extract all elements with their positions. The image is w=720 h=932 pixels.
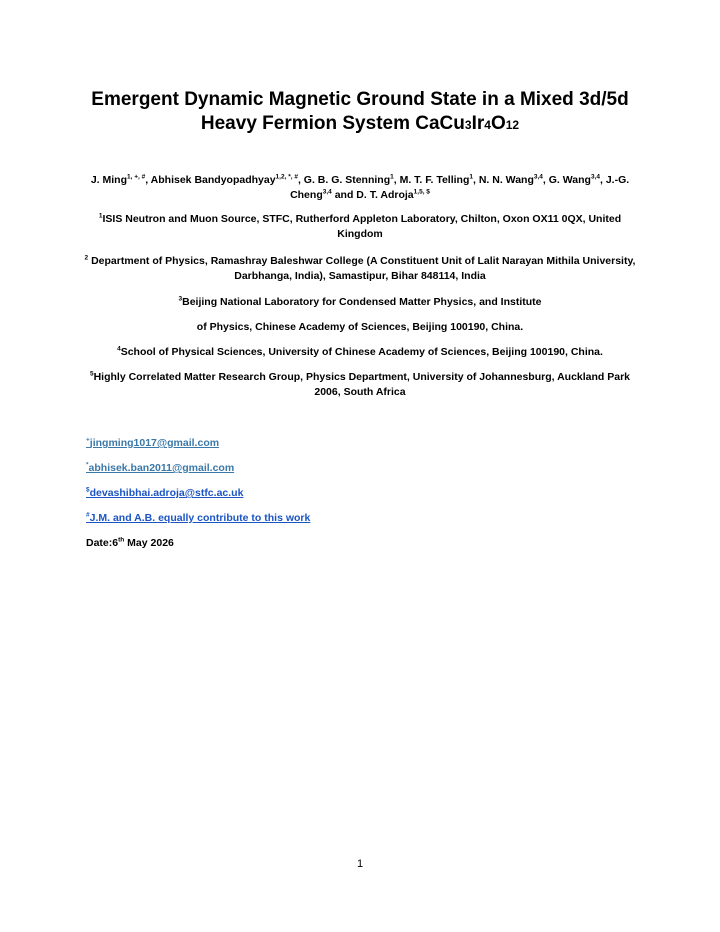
affiliation-text: Beijing National Laboratory for Condensed Matter Physics, and Institute bbox=[182, 296, 542, 308]
affiliation-text: School of Physical Sciences, University of Chinese Academy of Sciences, Beijing 100190, China. bbox=[120, 346, 603, 358]
title-subscript: 3 bbox=[464, 118, 472, 132]
contact-text: jingming1017@gmail.com bbox=[89, 437, 220, 449]
equal-contribution-link[interactable] bbox=[86, 512, 310, 524]
contact-mark: $ bbox=[86, 486, 90, 494]
title-line-2 bbox=[60, 112, 660, 137]
date-label: Date: bbox=[86, 537, 113, 549]
affiliation-mark: 1 bbox=[98, 212, 103, 220]
author-name: J. Ming bbox=[90, 174, 127, 186]
contact-mark: * bbox=[86, 461, 89, 469]
affiliation-text: Department of Physics, Ramashray Baleshwar College (A Constituent Unit of Lalit Narayan Mithila University, Darbhanga, India), Samastipur, Bihar 848114, India bbox=[88, 255, 636, 282]
author-affiliation-mark: 1,2, *, # bbox=[275, 173, 298, 181]
author-name: , N. N. Wang bbox=[473, 174, 534, 186]
affiliation-text: Highly Correlated Matter Research Group, Physics Department, University of Johannesburg, Auckland Park 2006, South Africa bbox=[93, 371, 631, 398]
date-day-suffix: th bbox=[118, 536, 125, 544]
contact-text: devashibhai.adroja@stfc.ac.uk bbox=[89, 487, 244, 499]
contact-item bbox=[86, 461, 310, 486]
affiliation-4 bbox=[70, 345, 650, 360]
author-affiliation-mark: 1 bbox=[469, 173, 474, 181]
title-formula-part: O bbox=[490, 113, 506, 134]
contact-item bbox=[86, 486, 310, 511]
affiliation-mark: 3 bbox=[178, 295, 183, 303]
affiliation-3 bbox=[80, 295, 640, 310]
title-subscript: 4 bbox=[484, 118, 491, 132]
title-line-1: Emergent Dynamic Magnetic Ground State in a Mixed 3d/5d bbox=[91, 89, 629, 110]
author-name: , G. Wang bbox=[542, 174, 591, 186]
author-name: , J.-G. Cheng bbox=[290, 174, 630, 201]
author-affiliation-mark: 1 bbox=[390, 173, 394, 181]
author-name: , Abhisek Bandyopadhyay bbox=[145, 174, 276, 186]
affiliation-3-continued: of Physics, Chinese Academy of Sciences, Beijing 100190, China. bbox=[196, 321, 524, 333]
author-name: , M. T. F. Telling bbox=[393, 174, 470, 186]
contact-text: J.M. and A.B. equally contribute to this work bbox=[89, 512, 311, 524]
contact-text: abhisek.ban2011@gmail.com bbox=[88, 462, 235, 474]
contact-item bbox=[86, 511, 310, 536]
author-affiliation-mark: 3,4 bbox=[322, 188, 332, 196]
page-number: 1 bbox=[356, 858, 364, 870]
affiliation-2 bbox=[80, 254, 640, 284]
author-name: , G. B. G. Stenning bbox=[297, 174, 391, 186]
contact-item bbox=[86, 436, 310, 461]
author-affiliation-mark: 1, +, # bbox=[126, 173, 146, 181]
affiliation-mark: 2 bbox=[84, 254, 89, 262]
email-link[interactable] bbox=[86, 462, 234, 474]
paper-title bbox=[60, 88, 660, 137]
date-day: 6 bbox=[112, 537, 119, 549]
title-formula-part: Heavy Fermion System CaCu bbox=[200, 113, 465, 134]
author-affiliation-mark: 1,5, $ bbox=[413, 188, 430, 196]
author-list bbox=[80, 173, 640, 203]
date-line bbox=[86, 537, 174, 549]
affiliation-5 bbox=[80, 370, 640, 400]
author-affiliation-mark: 3,4 bbox=[533, 173, 543, 181]
contact-mark: + bbox=[86, 436, 90, 444]
title-formula-part: Ir bbox=[471, 113, 485, 134]
date-month-year: May 2026 bbox=[124, 537, 174, 549]
affiliation-mark: 5 bbox=[89, 370, 94, 378]
contact-list bbox=[86, 436, 310, 536]
author-affiliation-mark: 3,4 bbox=[590, 173, 600, 181]
author-name: and D. T. Adroja bbox=[331, 189, 414, 201]
affiliation-text: ISIS Neutron and Muon Source, STFC, Rutherford Appleton Laboratory, Chilton, Oxon OX11 0QX, United Kingdom bbox=[102, 213, 622, 240]
title-subscript: 12 bbox=[505, 118, 520, 132]
contact-mark: # bbox=[86, 511, 90, 519]
email-link[interactable] bbox=[86, 487, 243, 499]
affiliation-mark: 4 bbox=[117, 345, 121, 353]
affiliation-1 bbox=[80, 212, 640, 242]
email-link[interactable] bbox=[86, 437, 219, 449]
